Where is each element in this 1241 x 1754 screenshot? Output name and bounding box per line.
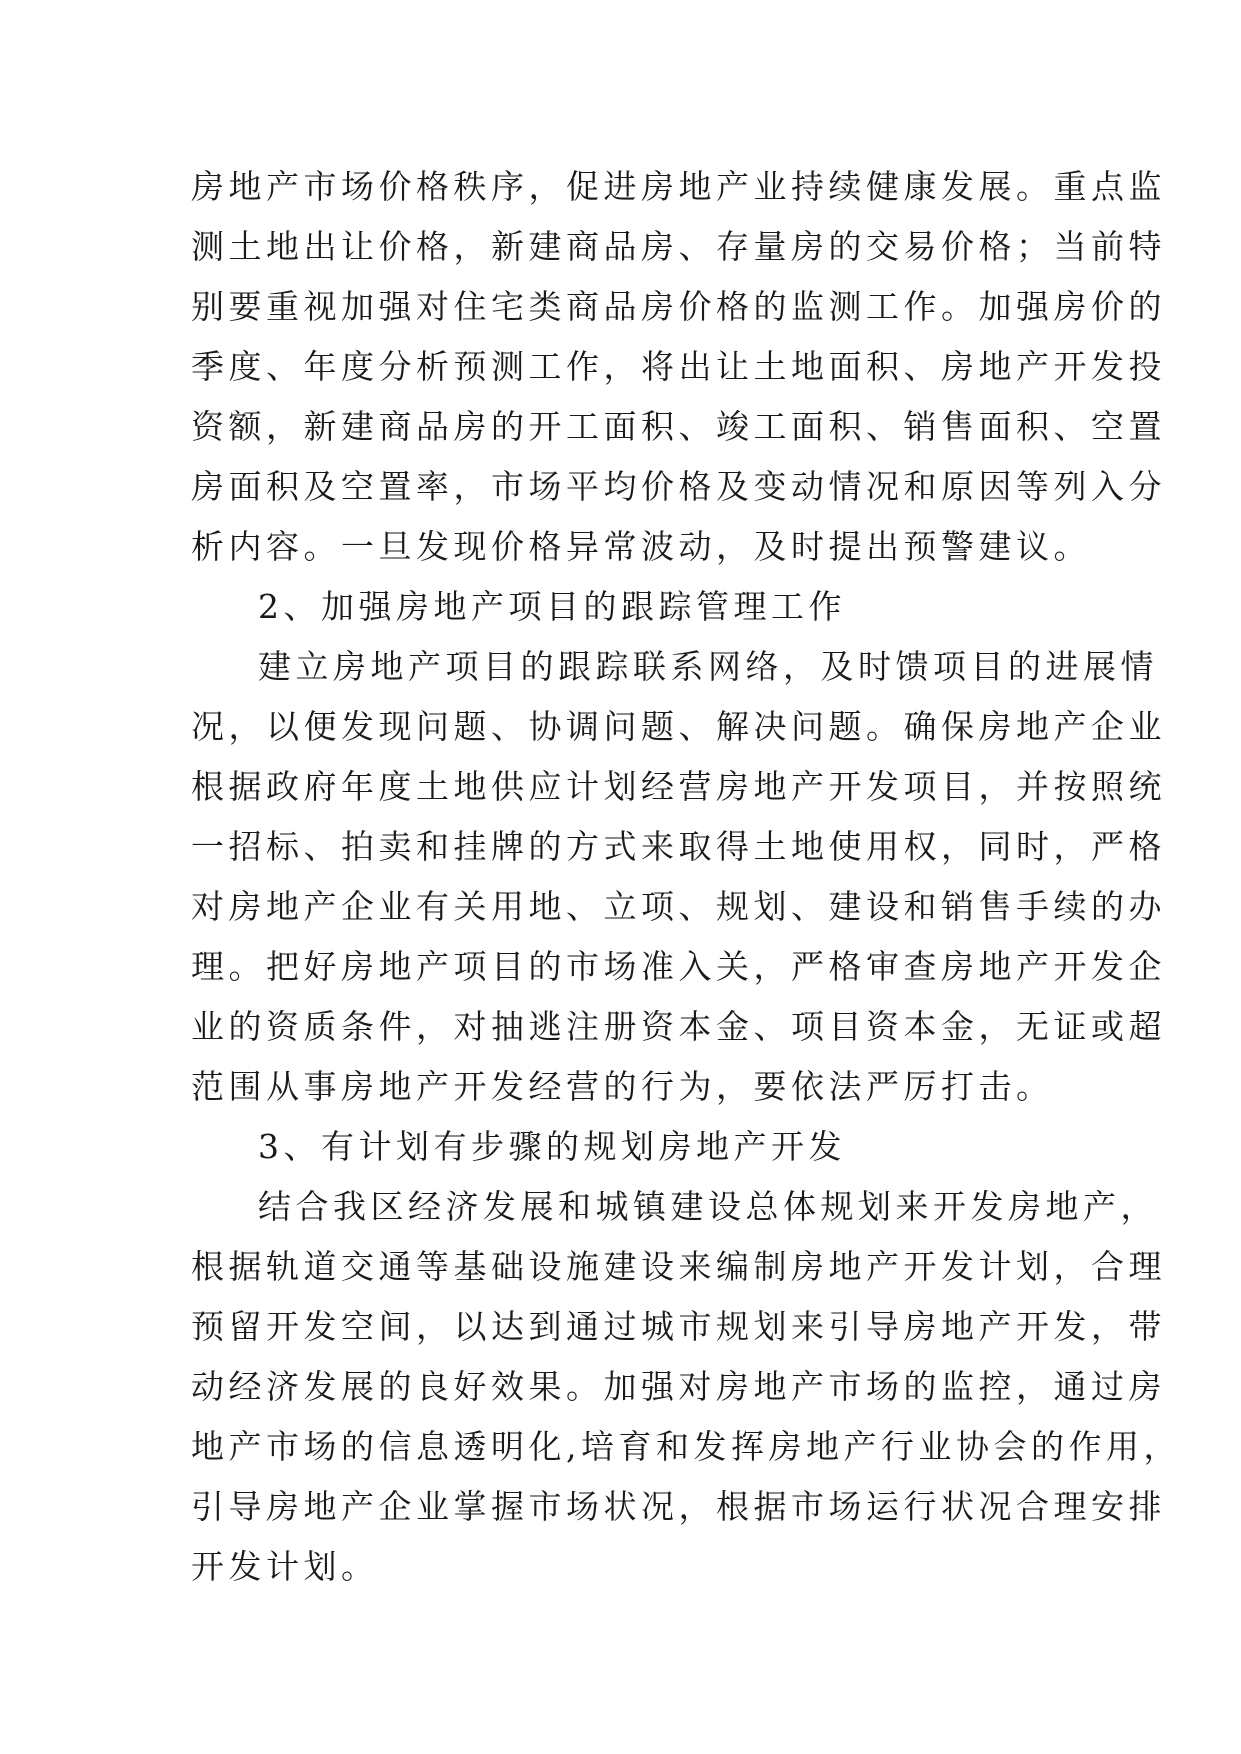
paragraph-line: 资额，新建商品房的开工面积、竣工面积、销售面积、空置: [191, 407, 1166, 446]
paragraph-line: 房面积及空置率，市场平均价格及变动情况和原因等列入分: [191, 467, 1166, 506]
paragraph-line: 开发计划。: [191, 1547, 379, 1586]
paragraph-line: 一招标、拍卖和挂牌的方式来取得土地使用权，同时，严格: [191, 827, 1166, 866]
paragraph-line: 理。把好房地产项目的市场准入关，严格审查房地产开发企: [191, 947, 1166, 986]
paragraph-line: 业的资质条件，对抽逃注册资本金、项目资本金，无证或超: [191, 1007, 1166, 1046]
paragraph-line: 况，以便发现问题、协调问题、解决问题。确保房地产企业: [191, 707, 1166, 746]
paragraph-line: 结合我区经济发展和城镇建设总体规划来开发房地产，: [258, 1187, 1158, 1226]
paragraph-line: 根据轨道交通等基础设施建设来编制房地产开发计划，合理: [191, 1247, 1166, 1286]
paragraph-line: 引导房地产企业掌握市场状况，根据市场运行状况合理安排: [191, 1487, 1166, 1526]
paragraph-line: 析内容。一旦发现价格异常波动，及时提出预警建议。: [191, 527, 1091, 566]
paragraph-line: 范围从事房地产开发经营的行为，要依法严厉打击。: [191, 1067, 1054, 1106]
paragraph-line: 建立房地产项目的跟踪联系网络，及时馈项目的进展情: [258, 647, 1158, 686]
paragraph-line: 根据政府年度土地供应计划经营房地产开发项目，并按照统: [191, 767, 1166, 806]
section-heading: 3、有计划有步骤的规划房地产开发: [258, 1127, 846, 1166]
paragraph-line: 地产市场的信息透明化,培育和发挥房地产行业协会的作用，: [191, 1427, 1181, 1466]
section-heading: 2、加强房地产项目的跟踪管理工作: [258, 587, 846, 626]
paragraph-line: 房地产市场价格秩序，促进房地产业持续健康发展。重点监: [191, 167, 1166, 206]
paragraph-line: 对房地产企业有关用地、立项、规划、建设和销售手续的办: [191, 887, 1166, 926]
paragraph-line: 测土地出让价格，新建商品房、存量房的交易价格；当前特: [191, 227, 1166, 266]
paragraph-line: 预留开发空间，以达到通过城市规划来引导房地产开发，带: [191, 1307, 1166, 1346]
paragraph-line: 别要重视加强对住宅类商品房价格的监测工作。加强房价的: [191, 287, 1166, 326]
paragraph-line: 季度、年度分析预测工作，将出让土地面积、房地产开发投: [191, 347, 1166, 386]
paragraph-line: 动经济发展的良好效果。加强对房地产市场的监控，通过房: [191, 1367, 1166, 1406]
